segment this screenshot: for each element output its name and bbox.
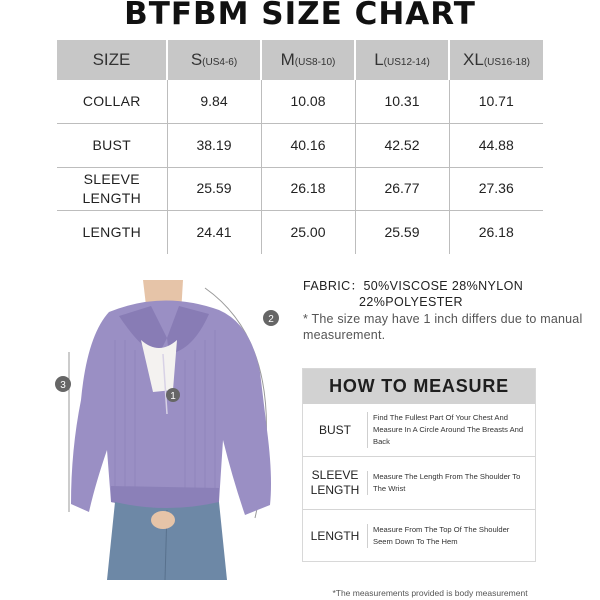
measure-desc: Find The Fullest Part Of Your Chest And Measure In A Circle Around The Breasts And Back [367, 412, 535, 448]
table-row [57, 80, 543, 123]
measure-label: SLEEVE LENGTH [310, 468, 360, 497]
measure-label: BUST [318, 422, 351, 437]
table-cell: 26.77 [355, 167, 449, 210]
measure-item-length [303, 510, 535, 562]
svg-text:2: 2 [268, 314, 274, 325]
fabric-line-2: 22%POLYESTER [359, 295, 463, 309]
size-header: SIZE [57, 40, 167, 80]
table-cell: 10.08 [261, 80, 355, 123]
table-cell: 25.59 [355, 211, 449, 254]
table-row [57, 167, 543, 210]
table-cell: 44.88 [449, 124, 543, 167]
table-cell: 10.71 [449, 80, 543, 123]
measure-desc: Measure From The Top Of The Shoulder Seem Down To The Hem [367, 524, 535, 548]
table-header-row [57, 40, 543, 80]
row-label-bust: BUST [57, 124, 167, 167]
size-col-xl: XL(US16-18) [449, 40, 543, 80]
size-col-s: S(US4-6) [167, 40, 261, 80]
sweater-model-image [55, 280, 290, 580]
table-cell: 25.00 [261, 211, 355, 254]
table-cell: 10.31 [355, 80, 449, 123]
row-label-sleeve-length: SLEEVE LENGTH [57, 167, 167, 210]
how-to-measure-title: HOW TO MEASURE [303, 369, 535, 404]
measure-desc: Measure The Length From The Shoulder To The Wrist [367, 471, 535, 495]
marker-1 [166, 388, 180, 402]
table-cell: 40.16 [261, 124, 355, 167]
measurement-note: * The size may have 1 inch differs due to manual measurement. [303, 312, 583, 342]
page-title: BTFBM SIZE CHART [124, 0, 476, 32]
how-to-measure-box [302, 368, 536, 562]
svg-text:1: 1 [170, 391, 176, 402]
table-row [57, 211, 543, 254]
table-cell: 9.84 [167, 80, 261, 123]
fabric-info [303, 278, 593, 310]
table-row [57, 124, 543, 167]
marker-3 [55, 376, 71, 392]
fabric-line-1: FABRIC：50%VISCOSE 28%NYLON [303, 279, 524, 293]
table-cell: 38.19 [167, 124, 261, 167]
row-label-collar: COLLAR [57, 80, 167, 123]
marker-2 [263, 310, 279, 326]
size-chart-table [57, 40, 543, 254]
footer-note: *The measurements provided is body measurement [332, 588, 528, 598]
table-cell: 26.18 [478, 224, 514, 241]
table-cell: 24.41 [167, 211, 261, 254]
size-col-l: L(US12-14) [355, 40, 449, 80]
table-cell: 25.59 [167, 167, 261, 210]
table-cell: 26.18 [261, 167, 355, 210]
measure-item-sleeve-length [303, 457, 535, 509]
size-col-m: M(US8-10) [261, 40, 355, 80]
table-cell: 27.36 [449, 167, 543, 210]
table-cell: 42.52 [355, 124, 449, 167]
row-label-length: LENGTH [57, 211, 167, 254]
measure-item-bust [303, 404, 535, 456]
measure-label: LENGTH [310, 528, 360, 543]
svg-text:3: 3 [60, 380, 66, 391]
